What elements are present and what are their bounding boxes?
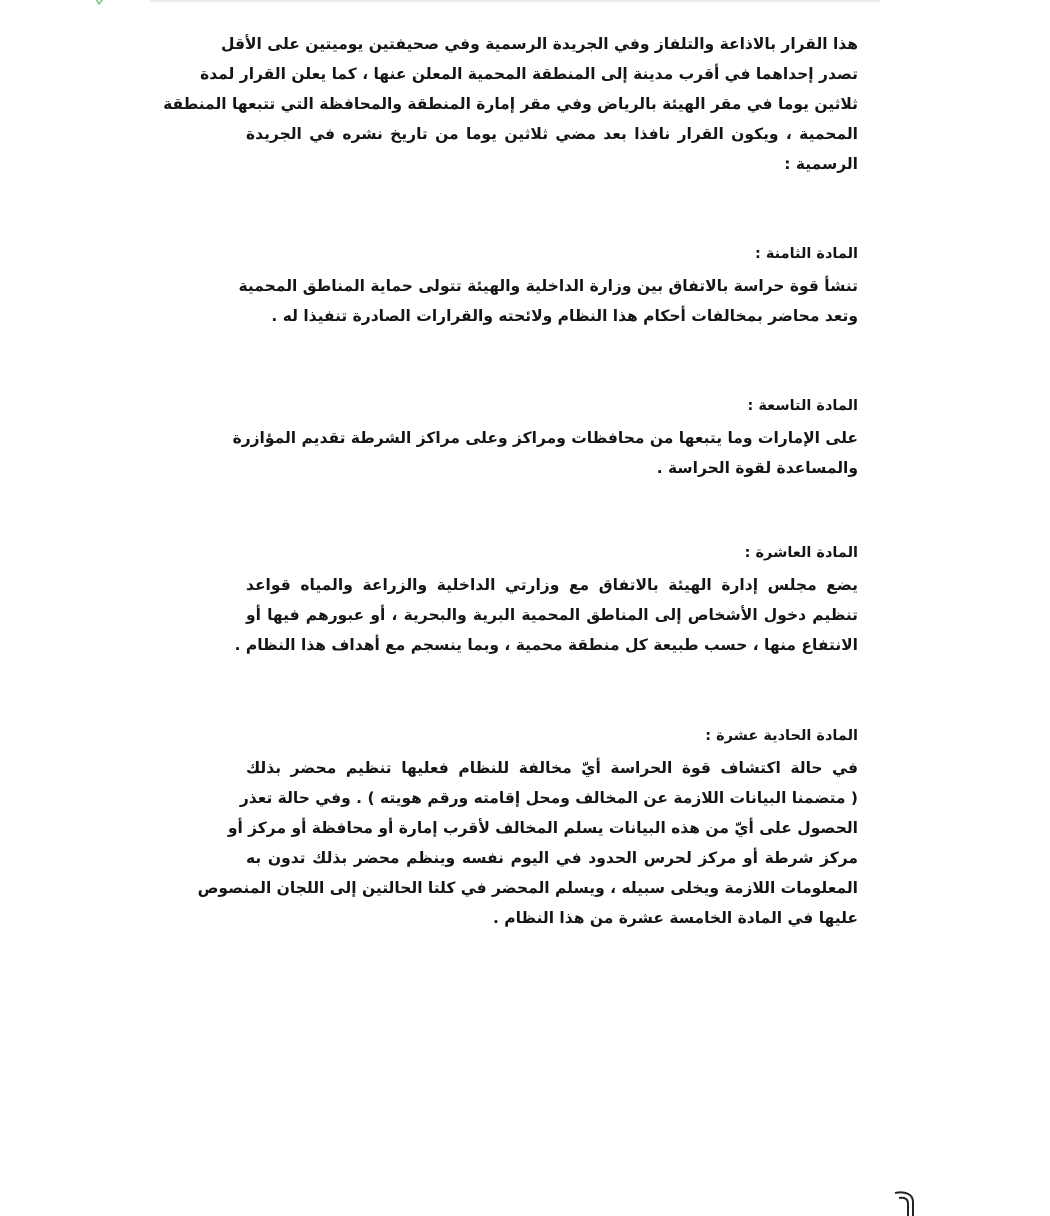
article-10-heading: المادة العاشرة : — [744, 545, 858, 561]
article-10-text — [234, 570, 858, 660]
article-line: تنشأ قوة حراسة بالاتفاق بين وزارة الداخلية والهيئة تتولى حماية المناطق المحمية — [238, 277, 858, 295]
article-9-text — [232, 423, 858, 483]
article-line: على الإمارات وما يتبعها من محافظات ومراكز وعلى مراكز الشرطة تقديم المؤازرة — [232, 429, 858, 447]
article-line: وتعد محاضر بمخالفات أحكام هذا النظام ولائحته والقرارات الصادرة تنفيذا له . — [271, 307, 858, 325]
page-corner-bracket-icon — [893, 1190, 919, 1216]
article-9-heading: المادة التاسعة : — [747, 398, 858, 414]
article-10 — [234, 540, 858, 660]
intro-line: ثلاثين يوما في مقر الهيئة بالرياض وفي مقر إمارة المنطقة والمحافظة التي تتبعها المنطقة — [163, 95, 858, 113]
article-line: الانتفاع منها ، حسب طبيعة كل منطقة محمية ، وبما ينسجم مع أهداف هذا النظام . — [234, 636, 858, 654]
article-line: يضع مجلس إدارة الهيئة بالاتفاق مع وزارتي الداخلية والزراعة والمياه قواعد — [246, 576, 858, 594]
article-line: المعلومات اللازمة ويخلى سبيله ، ويسلم المحضر في كلتا الحالتين إلى اللجان المنصوص — [197, 879, 858, 897]
article-line: مركز شرطة أو مركز لحرس الحدود في اليوم نفسه وينظم محضر بذلك تدون به — [246, 849, 858, 867]
intro-line: هذا القرار بالاذاعة والتلفاز وفي الجريدة الرسمية وفي صحيفتين يوميتين على الأقل — [221, 35, 858, 53]
corner-triangle-icon — [92, 0, 108, 6]
article-11 — [197, 723, 858, 933]
intro-line: تصدر إحداهما في أقرب مدينة إلى المنطقة المحمية المعلن عنها ، كما يعلن القرار لمدة — [200, 65, 858, 83]
article-8-heading: المادة الثامنة : — [755, 246, 858, 262]
article-8-text — [238, 271, 858, 331]
article-line: في حالة اكتشاف قوة الحراسة أيّ مخالفة للنظام فعليها تنظيم محضر بذلك — [246, 759, 858, 777]
article-11-heading: المادة الحادية عشرة : — [705, 728, 858, 744]
article-9 — [232, 393, 858, 483]
intro-paragraph — [163, 29, 858, 179]
article-11-text — [197, 753, 858, 933]
intro-line: المحمية ، ويكون القرار نافذا بعد مضي ثلاثين يوما من تاريخ نشره في الجريدة — [246, 125, 858, 143]
intro-line: الرسمية : — [784, 155, 858, 173]
intro-text — [163, 29, 858, 179]
article-line: والمساعدة لقوة الحراسة . — [656, 459, 858, 477]
article-line: ( متضمنا البيانات اللازمة عن المخالف ومحل إقامته ورقم هويته ) . وفي حالة تعذر — [239, 789, 858, 807]
article-8 — [238, 241, 858, 331]
article-line: الحصول على أيّ من هذه البيانات يسلم المخالف لأقرب إمارة أو محافظة أو مركز أو — [227, 819, 858, 837]
article-line: تنظيم دخول الأشخاص إلى المناطق المحمية البرية والبحرية ، أو عبورهم فيها أو — [246, 606, 858, 624]
scan-top-edge — [150, 0, 880, 3]
article-line: عليها في المادة الخامسة عشرة من هذا النظام . — [493, 909, 858, 927]
